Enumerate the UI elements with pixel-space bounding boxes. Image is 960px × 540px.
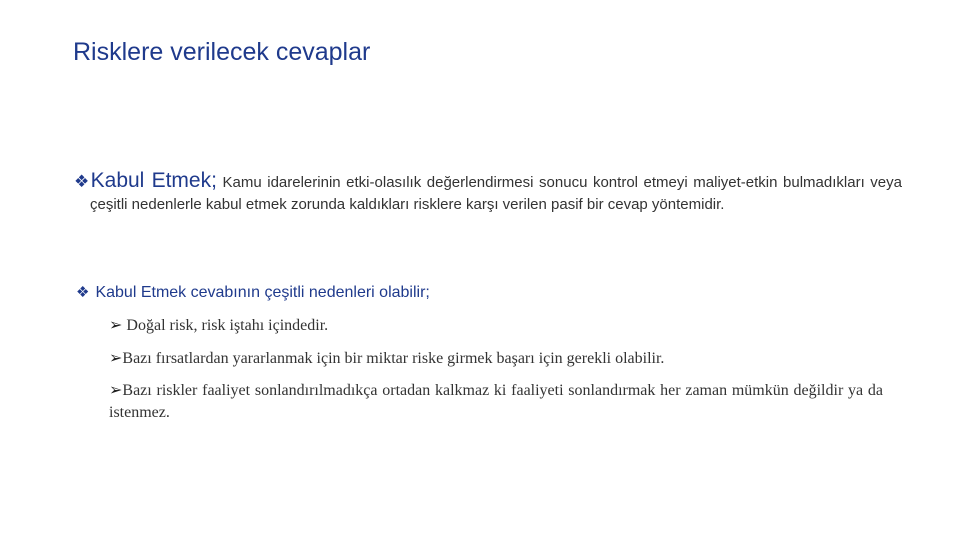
arrow-bullet-icon: ➢ [109, 382, 123, 399]
reason-item [109, 380, 883, 424]
reason-item-text: Doğal risk, risk iştahı içindedir. [126, 317, 329, 334]
reasons-heading-text: Kabul Etmek cevabının çeşitli nedenleri olabilir; [95, 284, 430, 301]
arrow-bullet-icon: ➢ [109, 317, 123, 334]
arrow-bullet-icon: ➢ [109, 350, 123, 367]
reason-item-text: Bazı riskler faaliyet sonlandırılmadıkça ortadan kalkmaz ki faaliyeti sonlandırmak her zaman mümkün değildir ya da istenmez. [109, 382, 883, 421]
definition-paragraph [74, 170, 902, 216]
reason-item-text: Bazı fırsatlardan yararlanmak için bir miktar riske girmek başarı için gerekli olabilir. [122, 350, 665, 367]
definition-text: Kamu idarelerinin etki-olasılık değerlendirmesi sonucu kontrol etmeyi maliyet-etkin bulmadıkları veya çeşitli nedenlerle kabul etmek zorunda kaldıkları risklere karşı verilen pasif bir cevap yöntemidir. [90, 174, 902, 213]
reason-item [109, 315, 883, 337]
slide-title: Risklere verilecek cevaplar [73, 38, 371, 66]
diamond-bullet-icon: ❖ [74, 172, 91, 191]
reasons-heading [76, 283, 430, 302]
diamond-bullet-icon: ❖ [76, 284, 90, 301]
reason-item [109, 348, 883, 370]
definition-lead: Kabul Etmek; [90, 169, 217, 192]
